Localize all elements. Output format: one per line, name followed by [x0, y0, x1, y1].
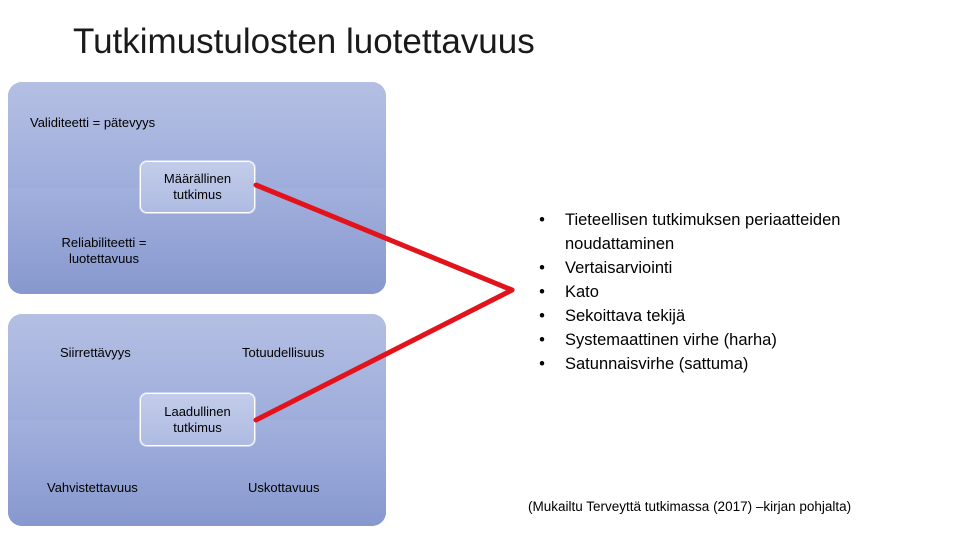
- list-item-text: Sekoittava tekijä: [565, 307, 686, 325]
- qualitative-research-node: Laadullinen tutkimus: [140, 393, 255, 446]
- list-item: [535, 328, 935, 352]
- source-note: (Mukailtu Terveyttä tutkimassa (2017) –kirjan pohjalta): [528, 499, 852, 514]
- bullet-icon: •: [539, 259, 545, 277]
- reliability-label: Reliabiliteetti = luotettavuus: [61, 235, 147, 267]
- confirmability-label: Vahvistettavuus: [47, 480, 138, 495]
- slide-title: Tutkimustulosten luotettavuus: [73, 22, 535, 61]
- transferability-label: Siirrettävyys: [60, 345, 131, 360]
- list-item: [535, 304, 935, 328]
- connector-line-to-qualitative: [256, 290, 512, 420]
- list-item-text: Tieteellisen tutkimuksen periaatteiden noudattaminen: [565, 211, 841, 253]
- bullet-icon: •: [539, 283, 545, 301]
- connector-line-to-quantitative: [256, 185, 512, 290]
- list-item: [535, 256, 935, 280]
- quantitative-research-node: Määrällinen tutkimus: [140, 161, 255, 213]
- bullet-icon: •: [539, 211, 545, 229]
- list-item: [535, 280, 935, 304]
- bullet-icon: •: [539, 331, 545, 349]
- bullet-icon: •: [539, 307, 545, 325]
- credibility-label: Uskottavuus: [248, 480, 320, 495]
- list-item: [535, 208, 935, 256]
- list-item-text: Vertaisarviointi: [565, 259, 673, 277]
- list-item-text: Satunnaisvirhe (sattuma): [565, 355, 749, 373]
- truthfulness-label: Totuudellisuus: [242, 345, 325, 360]
- list-item-text: Systemaattinen virhe (harha): [565, 331, 777, 349]
- list-item-text: Kato: [565, 283, 599, 301]
- validity-label: Validiteetti = pätevyys: [30, 115, 156, 130]
- bullet-icon: •: [539, 355, 545, 373]
- reliability-factors-list: [535, 208, 935, 376]
- list-item: [535, 352, 935, 376]
